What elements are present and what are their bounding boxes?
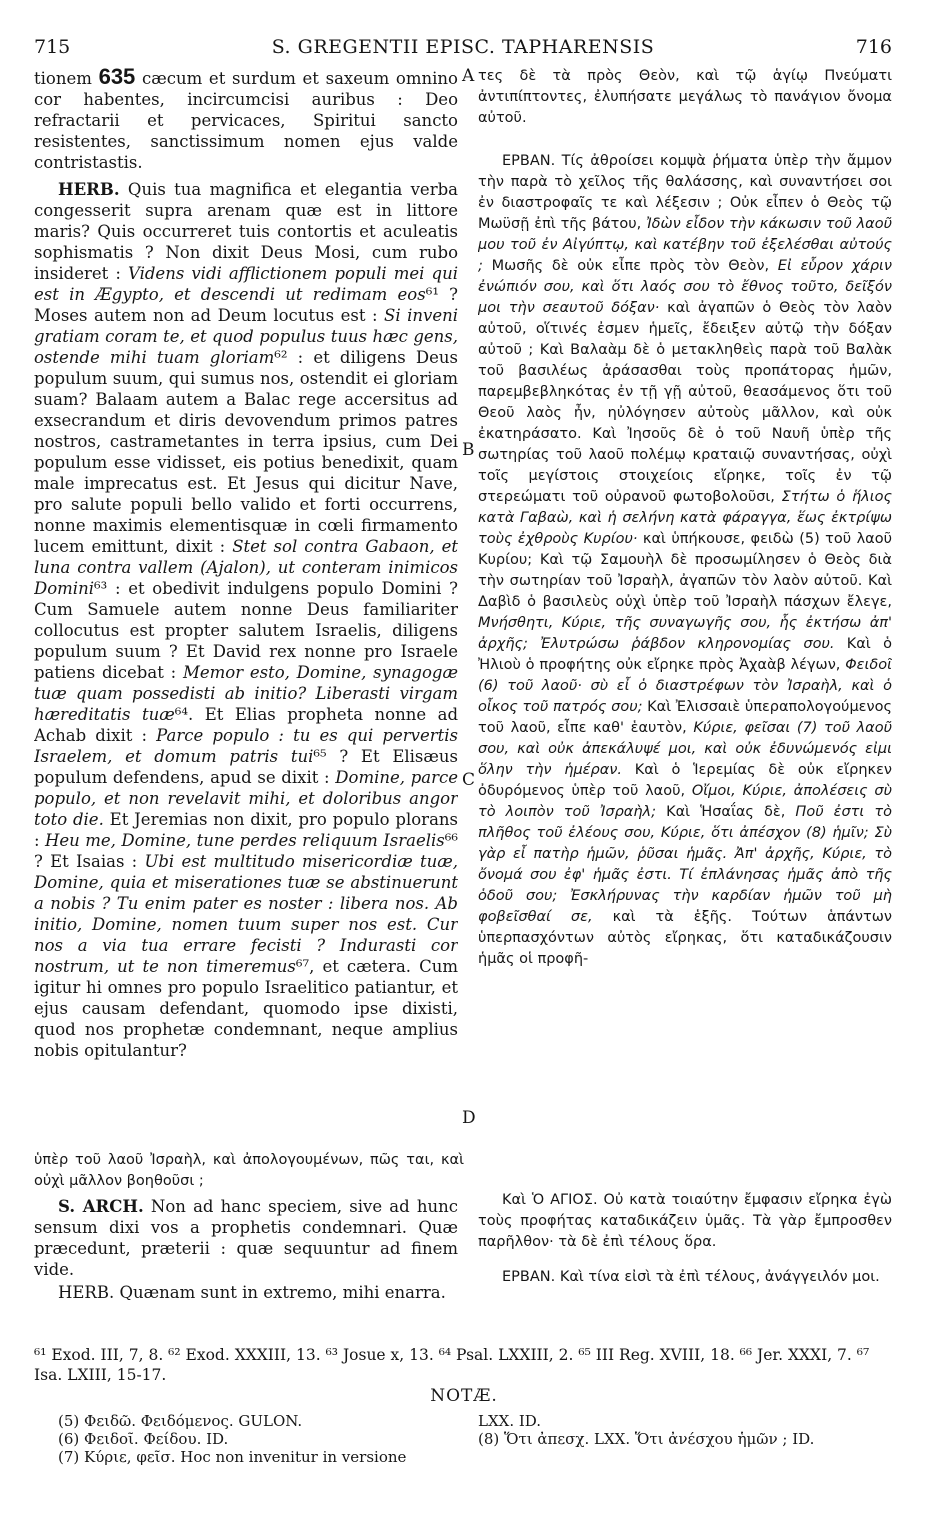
scripture-quote: Κύριε, φεῖσαι (7) τοῦ λαοῦ σου, καὶ οὐκ ἀπεκάλυψέ μοι, καὶ οὐκ ἐδυνώμενός εἰμι ὅλην τὴν ἡμέραν. <box>478 720 892 778</box>
notes-left <box>58 1412 458 1466</box>
running-title: S. GREGENTII EPISC. TAPHARENSIS <box>271 36 655 58</box>
greek-paragraph-4: ΕΡΒΑΝ. Καὶ τίνα εἰσὶ τὰ ἐπὶ τέλους, ἀνάγγειλόν μοι. <box>502 1269 880 1285</box>
scripture-quote: Οἴμοι, Κύριε, ἀπολέσεις σὺ τὸ λοιπὸν τοῦ Ἰσραὴλ; <box>478 783 892 820</box>
scripture-quote: Stet sol contra Gabaon, et luna contra vallem (Ajalon), ut conteram inimicos Domini <box>34 537 458 598</box>
greek-paragraph-3: Καὶ Ὁ ΑΓΙΟΣ. Οὐ κατὰ τοιαύτην ἔμφασιν εἴρηκα ἐγὼ τοὺς προφήτας καταδικάζειν ὑμᾶς. Τὰ γὰρ ἔμπροσθεν παρῆλθον· τὰ δὲ ἐπὶ τέλους ὅρα. <box>478 1192 892 1250</box>
speaker-label: Καὶ Ὁ ΑΓΙΟΣ. <box>502 1192 598 1208</box>
scripture-quote: Memor esto, Domine, synagogæ tuæ quam possedisti ab initio? Liberasti virgam hæreditatis tuæ <box>34 663 458 724</box>
note-item: LXX. ID. <box>478 1412 542 1430</box>
latin-column <box>34 66 458 1146</box>
latin-paragraph-3: S. ARCH. Non ad hanc speciem, sive ad hunc sensum dixi vos a prophetis condemnari. Quæ præcedunt, præterii : quæ sequuntur ad finem vide. <box>34 1197 458 1279</box>
scripture-quote: Μνήσθητι, Κύριε, τῆς συναγωγῆς σου, ἧς ἐκτήσω ἀπ' ἀρχῆς; Ἐλυτρώσω ῥάβδον κληρονομίας σου. <box>478 615 892 652</box>
notes-right <box>478 1412 892 1448</box>
scripture-quote: Στήτω ὁ ἥλιος κατὰ Γαβαὼ, καὶ ἡ σελήνη κατὰ φάραγγα, ἕως ἐκτρίψω τοὺς ἐχθροὺς Κυρίου· <box>478 489 892 547</box>
speaker-label: S. ARCH. <box>58 1197 144 1216</box>
margin-letter-d: D <box>462 1108 476 1128</box>
latin-closing <box>34 1196 458 1300</box>
note-item: (8) Ὅτι ἀπεσχ. LXX. Ὅτι ἀνέσχου ἡμῶν ; ID. <box>478 1430 815 1448</box>
scripture-quote: Parce populo : tu es qui pervertis Israelem, et domum patris tui <box>34 726 458 766</box>
scripture-quote: Si inveni gratiam coram te, et quod populus tuus hæc gens, ostende mihi tuam gloriam <box>34 306 458 367</box>
scripture-quote: Heu me, Domine, tune perdes reliquum Israelis <box>45 831 445 850</box>
greek-column <box>478 66 892 1174</box>
speaker-label: HERB. <box>58 1283 115 1300</box>
greek-closing <box>478 1190 892 1302</box>
scripture-quote: Ubi est multitudo misericordiæ tuæ, Domine, quia et miserationes tuæ se abstinuerunt a nobis ? Tu enim pater es noster : libera nos. Ab initio, Domine, nomen tuum super nos est. Cur nos a via tua errare fecisti ? Indurasti cor nostrum, ut te non timeremus <box>34 852 458 976</box>
scripture-quote: Videns vidi afflictionem populi mei qui est in Ægypto, et descendi ut redimam eos <box>34 264 458 304</box>
margin-letter-a: A <box>462 66 475 86</box>
note-item: (6) Φειδοῖ. Φείδου. ID. <box>58 1430 229 1448</box>
speaker-label: ΕΡΒΑΝ. <box>502 1269 556 1285</box>
running-header <box>34 36 892 64</box>
scripture-quote: Ἰδὼν εἶδον τὴν κάκωσιν τοῦ λαοῦ μου τοῦ ἐν Αἰγύπτῳ, καὶ κατέβην τοῦ ἐξελέσθαι αὐτούς ; <box>478 216 892 274</box>
page-number-right: 716 <box>855 36 892 58</box>
scripture-quote: Εἰ εὗρον χάριν ἐνώπιόν σου, καὶ ὅτι λαός σου τὸ ἔθνος τοῦτο, δεῖξόν μοι τὴν σεαυτοῦ δόξαν· <box>478 258 892 316</box>
latin-paragraph-1: tionem 635 cæcum et surdum et saxeum omnino cor habentes, incircumcisi auribus : Deo refractarii et pervicaces, Spiritui sancto resistentes, sanctissimum nomen ejus valde contristastis. <box>34 66 458 172</box>
latin-paragraph-2: HERB. Quis tua magnifica et elegantia verba congesserit supra arenam quæ est in littore maris? Quis occurreret tuis contortis et aculeatis sophismatis ? Non dixit Deus Mosi, cum rubo insideret : Videns vidi afflictionem populi mei qui est in Ægypto, et descendi ut redimam eos⁶¹ ? Moses autem non ad Deum locutus est : Si inveni gratiam coram te, et quod populus tuus hæc gens, ostende mihi tuam gloriam⁶² : et diligens Deus populum suum, qui sumus nos, ostendit ei gloriam suam? Balaam autem a Balac rege accersitus ad exsecrandum et diris devovendum primos patres nostros, castrametantes in terra ipsius, cum Dei populum esse vidisset, eis potius benedixit, quam male imprecatus est. Et Jesus qui dicitur Nave, pro salute populi bello valido et forti occurrens, nonne maximis elementisquæ in cœli firmamento lucem emittunt, dixit : Stet sol contra Gabaon, et luna contra vallem (Ajalon), ut conteram inimicos Domini⁶³ : et obedivit indulgens populo Domini ? Cum Samuele autem nonne Deus familiariter collocutus est propter salutem Israelis, diligens populum suum ? Et David rex nonne pro Israele patiens dicebat : Memor esto, Domine, synagogæ tuæ quam possedisti ab initio? Liberasti virgam hæreditatis tuæ⁶⁴. Et Elias propheta nonne ad Achab dixit : Parce populo : tu es qui pervertis Israelem, et domum patris tui⁶⁵ ? Et Elisæus populum defendens, apud se dixit : Domine, parce populo, et non revelavit mihi, et doloribus angor toto die. Et Jeremias non dixit, pro populo plorans : Heu me, Domine, tune perdes reliquum Israelis⁶⁶ ? Et Isaias : Ubi est multitudo misericordiæ tuæ, Domine, quia et miserationes tuæ se abstinuerunt a nobis ? Tu enim pater es noster : libera nos. Ab initio, Domine, nomen tuum super nos est. Cur nos a via tua errare fecisti ? Indurasti cor nostrum, ut te non timeremus⁶⁷, et cætera. Cum igitur hi omnes pro populo Israelitico patiantur, et ejus causam defendant, quomodo ipse dixisti, quod nos prophetæ condemnant, neque amplius nobis opitulantur? <box>34 180 458 1060</box>
margin-letter-b: B <box>462 440 475 460</box>
scripture-quote: Ποῦ ἐστι τὸ πλῆθος τοῦ ἐλέους σου, Κύριε, ὅτι ἀπέσχον (8) ἡμῖν; Σὺ γὰρ εἶ πατὴρ ἡμῶν, ῥῦσαι ἡμᾶς. Ἀπ' ἀρχῆς, Κύριε, τὸ ὄνομά σου ἐφ' ἡμᾶς ἐστι. Τί ἐπλάνησας ἡμᾶς ἀπὸ τῆς ὁδοῦ σου; Ἐσκλήρυνας τὴν καρδίαν ἡμῶν τοῦ μὴ φοβεῖσθαί σε, <box>478 804 892 925</box>
speaker-label: HERB. <box>58 180 120 199</box>
scripture-quote: Φειδοῖ (6) τοῦ λαοῦ· σὺ εἶ ὁ διαστρέφων τὸν Ἰσραὴλ, καὶ ὁ οἶκος τοῦ πατρός σου; <box>478 657 892 715</box>
greek-spillover: ὑπὲρ τοῦ λαοῦ Ἰσραὴλ, καὶ ἀπολογουμένων, πῶς ται, καὶ οὐχὶ μᾶλλον βοηθοῦσι ; <box>34 1152 464 1189</box>
latin-paragraph-4: HERB. Quænam sunt in extremo, mihi enarra. <box>58 1283 446 1300</box>
notes-heading: NOTÆ. <box>430 1386 498 1406</box>
margin-letter-c: C <box>462 770 476 790</box>
note-item: (5) Φειδῶ. Φειδόμενος. GULON. <box>58 1412 303 1430</box>
note-item: (7) Κύριε, φεῖσ. Hoc non invenitur in versione <box>58 1448 407 1466</box>
column-number: 635 <box>98 66 136 89</box>
scripture-references: ⁶¹ Exod. III, 7, 8. ⁶² Exod. XXXIII, 13. ⁶³ Josue x, 13. ⁶⁴ Psal. LXXIII, 2. ⁶⁵ III Reg. XVIII, 18. ⁶⁶ Jer. XXXI, 7. ⁶⁷ Isa. LXIII, 15-17. <box>34 1346 870 1384</box>
greek-paragraph-1: τες δὲ τὰ πρὸς Θεὸν, καὶ τῷ ἁγίῳ Πνεύματι ἀντιπίπτοντες, ἐλυπήσατε μεγάλως τὸ πανάγιον ὄνομα αὐτοῦ. <box>478 68 892 126</box>
page-number-left: 715 <box>34 36 71 58</box>
speaker-label: ΕΡΒΑΝ. <box>502 153 556 169</box>
scripture-quote: Domine, parce populo, et non revelavit mihi, et doloribus angor toto die. <box>34 768 458 829</box>
greek-paragraph-2: ΕΡΒΑΝ. Τίς ἀθροίσει κομψὰ ῥήματα ὑπὲρ τὴν ἄμμον τὴν παρὰ τὸ χεῖλος τῆς θαλάσσης, καὶ συναντήσει σοι ἐν διαστροφαῖς τε καὶ λέξεσιν ; Οὐκ εἶπεν ὁ Θεὸς τῷ Μωϋσῇ ἐπὶ τῆς βάτου, Ἰδὼν εἶδον τὴν κάκωσιν τοῦ λαοῦ μου τοῦ ἐν Αἰγύπτῳ, καὶ κατέβην τοῦ ἐξελέσθαι αὐτούς ; Μωσῆς δὲ οὐκ εἶπε πρὸς τὸν Θεὸν, Εἰ εὗρον χάριν ἐνώπιόν σου, καὶ ὅτι λαός σου τὸ ἔθνος τοῦτο, δεῖξόν μοι τὴν σεαυτοῦ δόξαν· καὶ ἀγαπῶν ὁ Θεὸς τὸν λαὸν αὐτοῦ, οἵτινές ἐσμεν ἡμεῖς, ἔδειξεν αὐτῷ τὴν δόξαν αὐτοῦ ; Καὶ Βαλαὰμ δὲ ὁ μετακληθεὶς παρὰ τοῦ Βαλὰκ τοῦ βασιλέως ἀράσασθαι τοὺς προπάτορας ἡμῶν, παρεμβεβληκότας ἐν τῇ γῇ αὐτοῦ, θεασάμενος ὅτι τοῦ Θεοῦ λαὸς ἦν, ηὐλόγησεν αὐτοὺς μᾶλλον, καὶ οὐκ ἐκατηράσατο. Καὶ Ἰησοῦς δὲ ὁ τοῦ Ναυῆ ὑπὲρ τῆς σωτηρίας τοῦ λαοῦ πολέμῳ κραταιῷ συναντήσας, οὐχὶ τοῖς μεγίστοις στοιχείοις εἴρηκε, τοῖς ἐν τῷ στερεώματι τοῦ οὐρανοῦ φωτοβολοῦσι, Στήτω ὁ ἥλιος κατὰ Γαβαὼ, καὶ ἡ σελήνη κατὰ φάραγγα, ἕως ἐκτρίψω τοὺς ἐχθροὺς Κυρίου· καὶ ὑπήκουσε, φειδὼ (5) τοῦ λαοῦ Κυρίου; Καὶ τῷ Σαμουὴλ δὲ προσωμίλησεν ὁ Θεὸς διὰ τὴν σωτηρίαν τοῦ Ἰσραὴλ, ἀγαπῶν τὸν λαὸν αὐτοῦ. Καὶ Δαβὶδ ὁ βασιλεὺς οὐχὶ ὑπὲρ τοῦ Ἰσραὴλ πάσχων ἔλεγε, Μνήσθητι, Κύριε, τῆς συναγωγῆς σου, ἧς ἐκτήσω ἀπ' ἀρχῆς; Ἐλυτρώσω ῥάβδον κληρονομίας σου. Καὶ ὁ Ἠλιοὺ ὁ προφήτης οὐκ εἴρηκε πρὸς Ἀχαὰβ λέγων, Φειδοῖ (6) τοῦ λαοῦ· σὺ εἶ ὁ διαστρέφων τὸν Ἰσραὴλ, καὶ ὁ οἶκος τοῦ πατρός σου; Καὶ Ἐλισσαιὲ ὑπεραπολογούμενος τοῦ λαοῦ, εἶπε καθ' ἑαυτὸν, Κύριε, φεῖσαι (7) τοῦ λαοῦ σου, καὶ οὐκ ἀπεκάλυψέ μοι, καὶ οὐκ ἐδυνώμενός εἰμι ὅλην τὴν ἡμέραν. Καὶ ὁ Ἱερεμίας δὲ οὐκ εἴρηκεν ὀδυρόμενος ὑπὲρ τοῦ λαοῦ, Οἴμοι, Κύριε, ἀπολέσεις σὺ τὸ λοιπὸν τοῦ Ἰσραὴλ; Καὶ Ἡσαΐας δὲ, Ποῦ ἐστι τὸ πλῆθος τοῦ ἐλέους σου, Κύριε, ὅτι ἀπέσχον (8) ἡμῖν; Σὺ γὰρ εἶ πατὴρ ἡμῶν, ῥῦσαι ἡμᾶς. Ἀπ' ἀρχῆς, Κύριε, τὸ ὄνομά σου ἐφ' ἡμᾶς ἐστι. Τί ἐπλάνησας ἡμᾶς ἀπὸ τῆς ὁδοῦ σου; Ἐσκλήρυνας τὴν καρδίαν ἡμῶν τοῦ μὴ φοβεῖσθαί σε, καὶ τὰ ἑξῆς. Τούτων ἁπάντων ὑπερπασχόντων αὐτὸς εἴρηκας, ὅτι καταδικάζουσιν ἡμᾶς οἱ προφῆ- <box>478 153 892 967</box>
